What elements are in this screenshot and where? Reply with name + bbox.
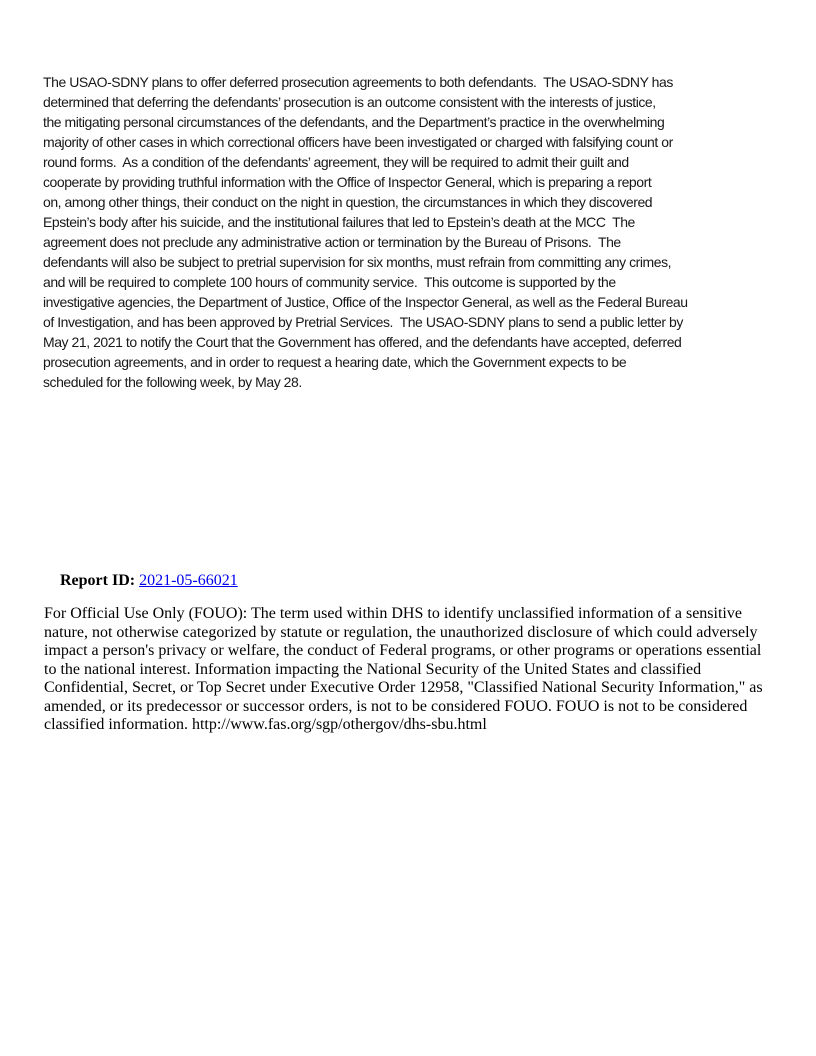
report-id-row (44, 551, 238, 611)
text-line: majority of other cases in which correctional officers have been investigated or charged with falsifying count or (43, 134, 673, 150)
text-line: cooperate by providing truthful information with the Office of Inspector General, which is preparing a report (43, 174, 652, 190)
text-line: investigative agencies, the Department of Justice, Office of the Inspector General, as well as the Federal Bureau (43, 294, 688, 310)
text-line: impact a person's privacy or welfare, the conduct of Federal programs, or other programs or operations essential (44, 642, 762, 659)
text-line: scheduled for the following week, by May 28. (43, 374, 302, 390)
text-line: Confidential, Secret, or Top Secret under Executive Order 12958, "Classified National Security Information," as (44, 679, 763, 696)
text-line: determined that deferring the defendants’ prosecution is an outcome consistent with the interests of justice, (43, 94, 656, 110)
text-line: For Official Use Only (FOUO): The term used within DHS to identify unclassified information of a sensitive (44, 605, 742, 622)
text-line: classified information. http://www.fas.org/sgp/othergov/dhs-sbu.html (44, 716, 487, 733)
text-line: May 21, 2021 to notify the Court that the Government has offered, and the defendants have accepted, deferred (43, 334, 682, 350)
report-id-label: Report ID: (60, 572, 136, 589)
body-paragraph (43, 72, 783, 392)
report-id-link[interactable]: 2021-05-66021 (139, 572, 238, 589)
text-line: nature, not otherwise categorized by statute or regulation, the unauthorized disclosure of which could adversely (44, 623, 758, 641)
text-line: Epstein’s body after his suicide, and the institutional failures that led to Epstein’s death at the MCC The (43, 214, 635, 230)
text-line: and will be required to complete 100 hours of community service. This outcome is supported by the (43, 274, 616, 290)
text-line: on, among other things, their conduct on the night in question, the circumstances in which they discovered (43, 194, 653, 210)
text-line: round forms. As a condition of the defendants’ agreement, they will be required to admit their guilt and (43, 154, 629, 170)
text-line: of Investigation, and has been approved by Pretrial Services. The USAO-SDNY plans to send a public letter by (43, 314, 683, 330)
text-line: defendants will also be subject to pretrial supervision for six months, must refrain from committing any crimes, (43, 254, 672, 270)
text-line: agreement does not preclude any administrative action or termination by the Bureau of Prisons. The (43, 234, 621, 250)
text-line: the mitigating personal circumstances of the defendants, and the Department’s practice in the overwhelming (43, 114, 665, 130)
fouo-paragraph (44, 605, 784, 735)
text-line: amended, or its predecessor or successor orders, is not to be considered FOUO. FOUO is not to be considered (44, 697, 748, 715)
text-line: to the national interest. Information impacting the National Security of the United States and classified (44, 660, 702, 678)
text-line: The USAO-SDNY plans to offer deferred prosecution agreements to both defendants. The USAO-SDNY has (43, 74, 673, 90)
text-line: prosecution agreements, and in order to request a hearing date, which the Government expects to be (43, 354, 627, 370)
